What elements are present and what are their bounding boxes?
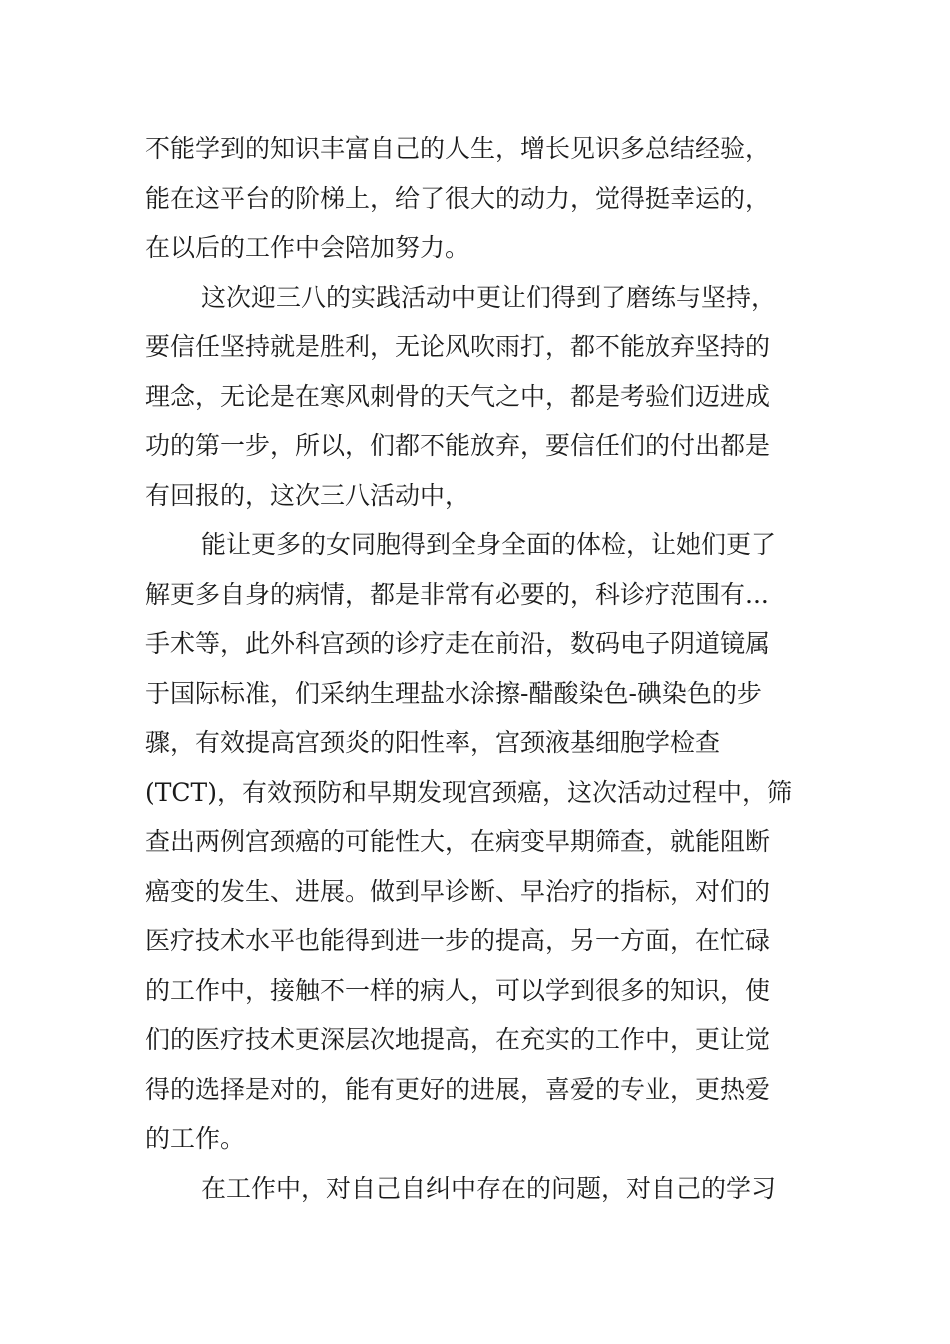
- text-line: 查出两例宫颈癌的可能性大，在病变早期筛查，就能阻断: [145, 827, 771, 856]
- text-line: (TCT)，有效预防和早期发现宫颈癌，这次活动过程中，筛: [145, 777, 792, 807]
- body-text: [145, 124, 810, 1213]
- text-line: 要信任坚持就是胜利，无论风吹雨打，都不能放弃坚持的: [145, 332, 771, 361]
- paragraph-start-line: 能让更多的女同胞得到全身全面的体检，让她们更了: [201, 530, 777, 559]
- text-line: 癌变的发生、进展。做到早诊断、早治疗的指标，对们的: [145, 876, 771, 906]
- text-line: 在以后的工作中会陪加努力。: [145, 233, 471, 262]
- text-line: 的工作中，接触不一样的病人，可以学到很多的知识，使: [145, 975, 771, 1005]
- text-line: 有回报的，这次三八活动中，: [145, 480, 471, 510]
- text-line: 功的第一步，所以，们都不能放弃，要信任们的付出都是: [145, 431, 771, 460]
- paragraph-start-line: 这次迎三八的实践活动中更让们得到了磨练与坚持，: [201, 282, 777, 312]
- text-line: 的工作。: [145, 1124, 246, 1153]
- text-line: 不能学到的知识丰富自己的人生，增长见识多总结经验，: [145, 134, 771, 163]
- text-line: 理念，无论是在寒风刺骨的天气之中，都是考验们迈进成: [145, 381, 771, 411]
- text-line: 们的医疗技术更深层次地提高，在充实的工作中，更让觉: [145, 1025, 771, 1054]
- text-line: 得的选择是对的，能有更好的进展，喜爱的专业，更热爱: [145, 1074, 771, 1104]
- text-line: 手术等，此外科宫颈的诊疗走在前沿，数码电子阴道镜属: [145, 629, 771, 658]
- text-line: 骤，有效提高宫颈炎的阳性率，宫颈液基细胞学检查: [145, 728, 721, 757]
- text-line: 于国际标准，们采纳生理盐水涂擦-醋酸染色-碘染色的步: [145, 678, 762, 708]
- paragraph-start-line: 在工作中，对自己自纠中存在的问题，对自己的学习: [201, 1173, 777, 1203]
- text-line: 能在这平台的阶梯上，给了很大的动力，觉得挺幸运的，: [145, 183, 771, 213]
- text-line: 医疗技术水平也能得到进一步的提高，另一方面，在忙碌: [145, 926, 771, 955]
- text-line: 解更多自身的病情，都是非常有必要的，科诊疗范围有...: [145, 579, 769, 609]
